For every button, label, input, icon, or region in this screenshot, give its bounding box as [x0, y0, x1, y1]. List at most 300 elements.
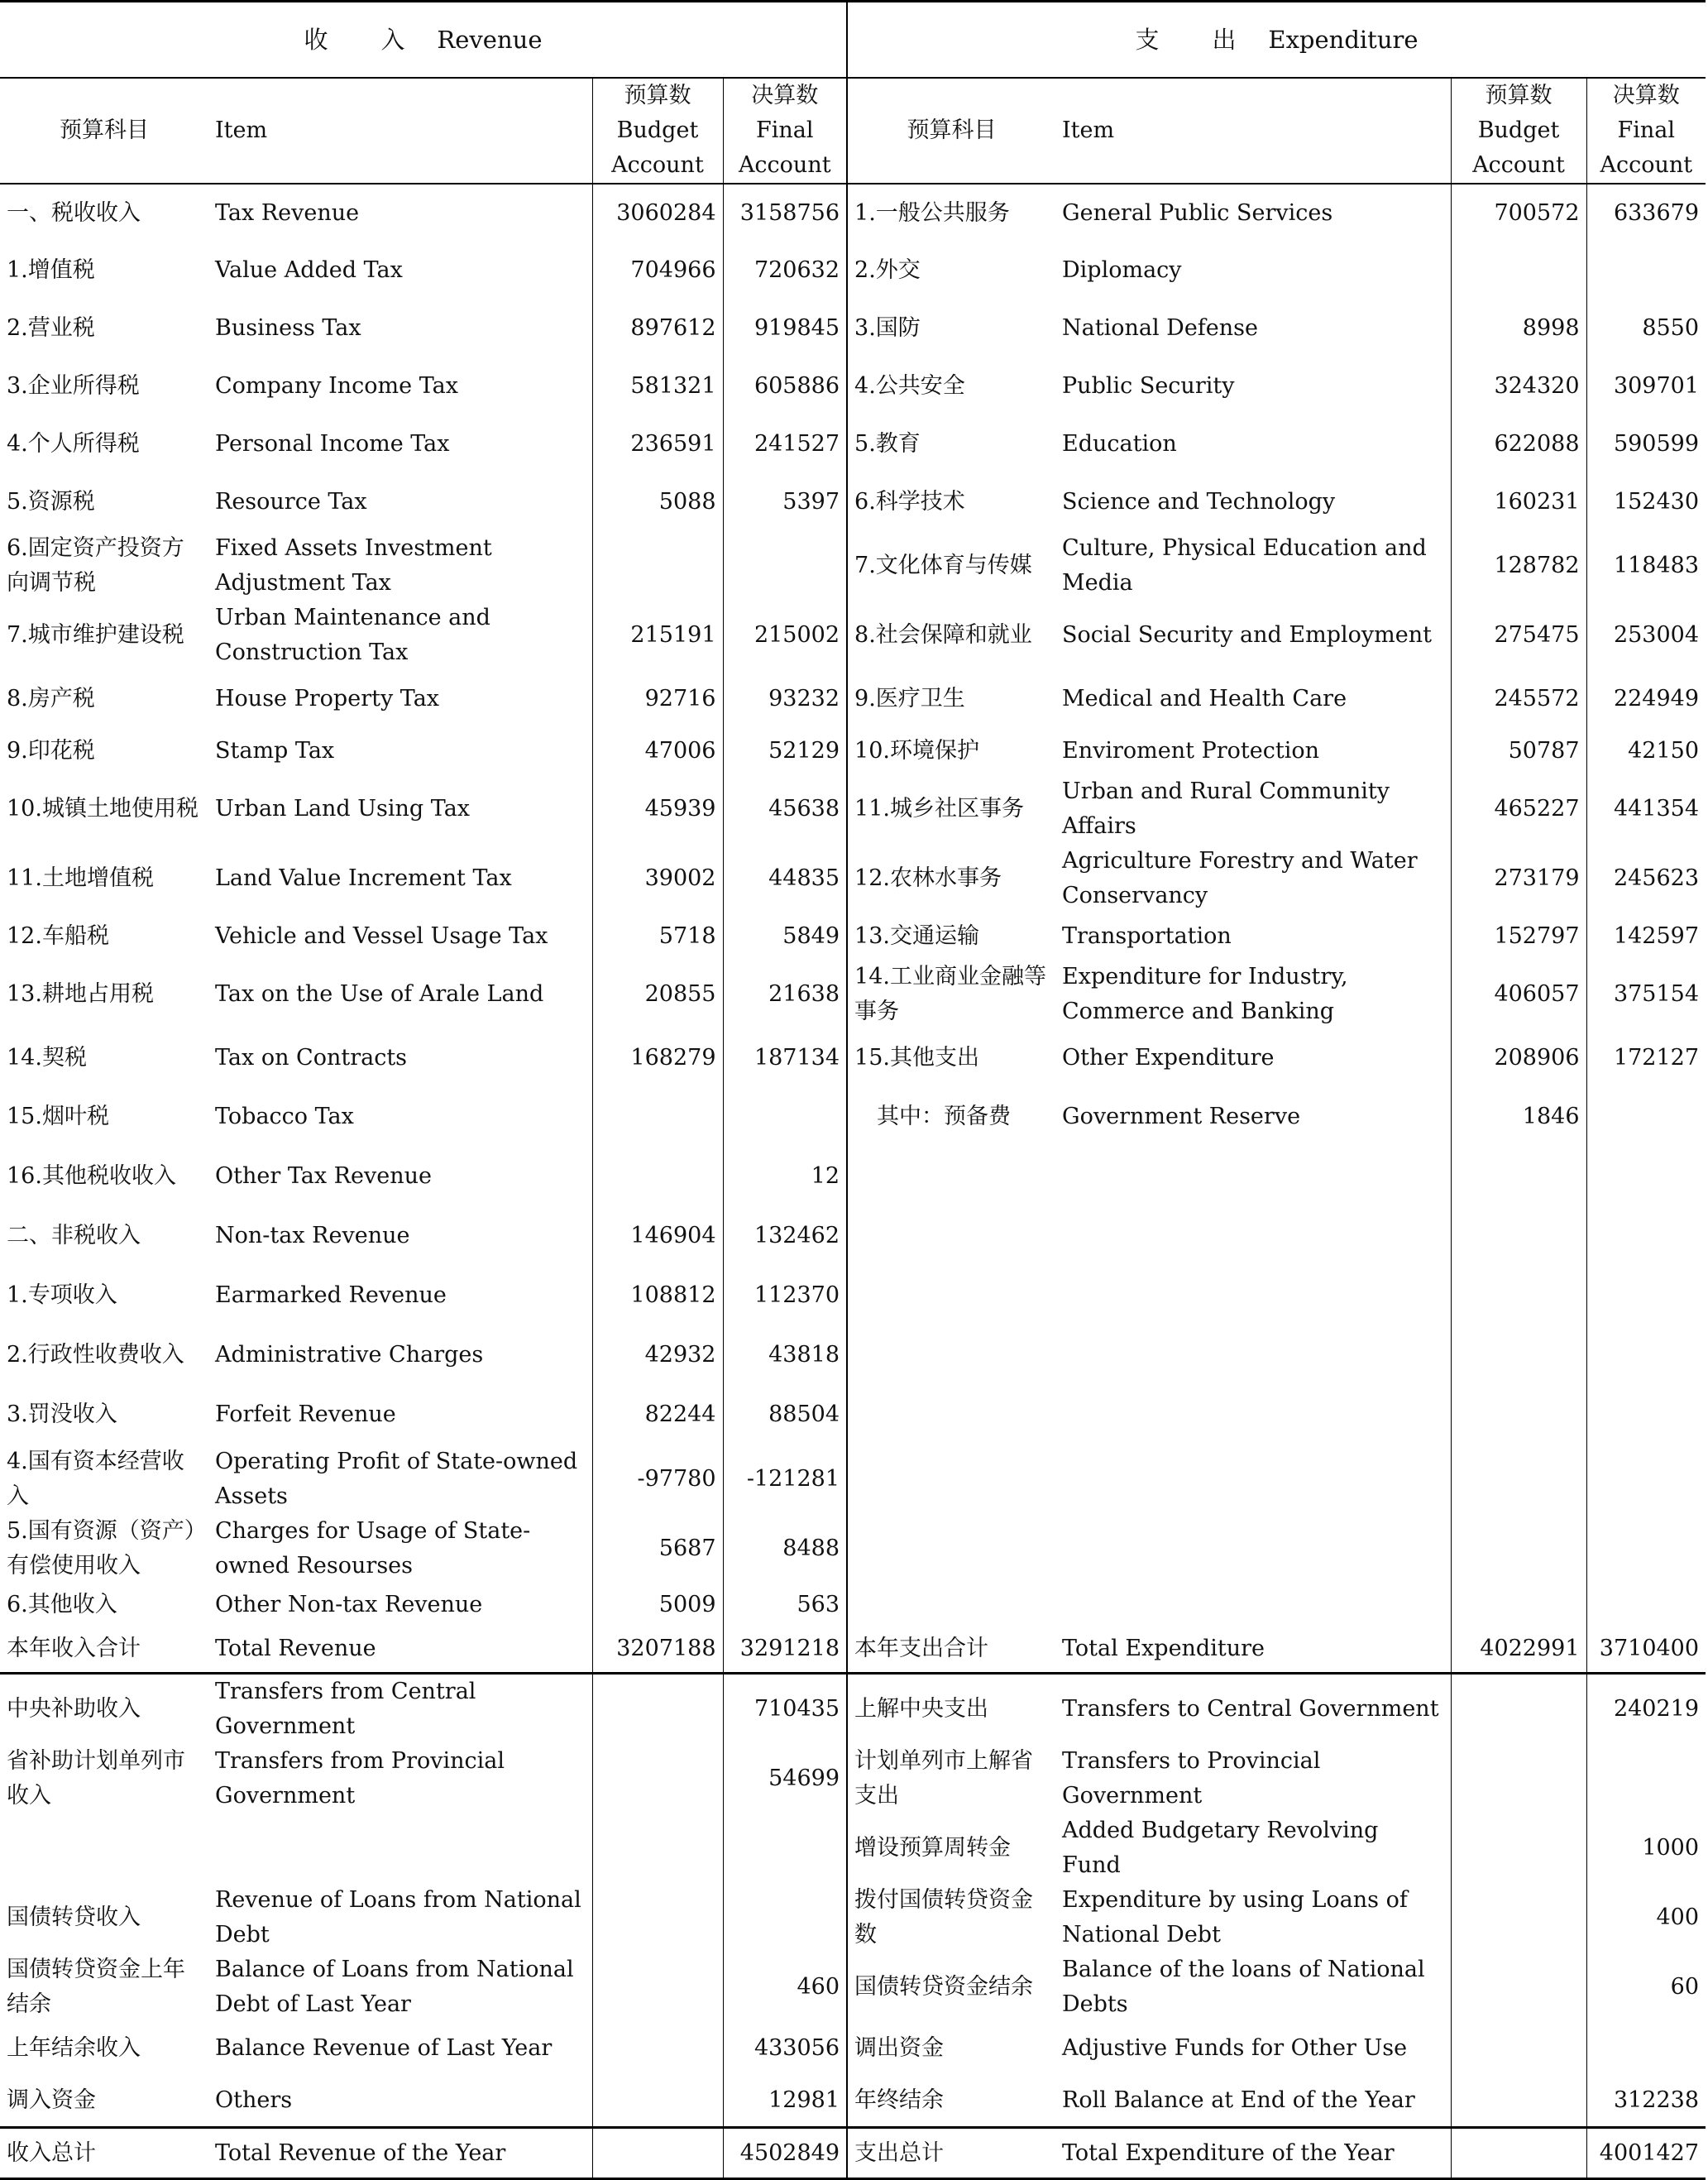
revenue-item-cn: 2.营业税 [7, 315, 95, 341]
expenditure-budget: 152797 [1451, 913, 1586, 960]
expenditure-item-cn: 11.城乡社区事务 [847, 774, 1055, 844]
expenditure-item-en: Expenditure by using Loans of National Debt [1062, 1886, 1408, 1948]
revenue-item-cn: 10.城镇土地使用税 [7, 796, 199, 822]
table-row [0, 415, 1706, 473]
revenue-item-cn: 3.罚没收入 [7, 1401, 117, 1427]
expenditure-item-en: Expenditure for Industry, Commerce and Banking [1062, 964, 1348, 1024]
expenditure-budget [1451, 1813, 1586, 1883]
revenue-item-cn: 13.耕地占用税 [7, 981, 154, 1007]
total-year-rows [0, 1627, 1706, 1673]
revenue-item-cn: 调入资金 [7, 2087, 96, 2113]
expenditure-budget [1451, 1583, 1586, 1627]
revenue-budget [592, 1883, 723, 1952]
expenditure-budget: 50787 [1451, 728, 1586, 774]
col-header-budget-l2: Budget [616, 117, 699, 143]
revenue-item-en: Company Income Tax [215, 373, 458, 399]
revenue-item-en: Resource Tax [215, 489, 367, 515]
revenue-budget: 897612 [592, 299, 723, 357]
expenditure-item-cn: 年终结余 [847, 2075, 1055, 2128]
revenue-budget: 92716 [592, 670, 723, 728]
revenue-item-cn: 省补助计划单列市收入 [7, 1747, 185, 1809]
revenue-budget: 82244 [592, 1385, 723, 1445]
revenue-item-en: Stamp Tax [215, 738, 335, 764]
expenditure-budget [1451, 1206, 1586, 1266]
expenditure-budget [1451, 1952, 1586, 2022]
revenue-item-en: Non-tax Revenue [215, 1223, 410, 1248]
expenditure-final: 309701 [1586, 357, 1706, 415]
expenditure-item-en: National Defense [1062, 315, 1259, 341]
table-row [0, 1445, 1706, 1514]
col-header-final-l1: 决算数 [751, 83, 819, 108]
revenue-budget [592, 531, 723, 601]
revenue-budget [592, 1147, 723, 1206]
expenditure-item-cn: 12.农林水事务 [847, 844, 1055, 913]
expenditure-item-cn: 9.医疗卫生 [847, 670, 1055, 728]
revenue-item-en [208, 1813, 592, 1883]
revenue-budget: 146904 [592, 1206, 723, 1266]
table-row [0, 1206, 1706, 1266]
revenue-budget: 20855 [592, 960, 723, 1029]
total-year-row [0, 1627, 1706, 1673]
expenditure-budget [1451, 2022, 1586, 2075]
expenditure-budget: 8998 [1451, 299, 1586, 357]
revenue-budget [592, 1744, 723, 1813]
expenditure-final: 152430 [1586, 473, 1706, 531]
expenditure-item-cn: 上解中央支出 [847, 1673, 1055, 1744]
revenue-budget: 168279 [592, 1029, 723, 1087]
revenue-final: 43818 [723, 1325, 847, 1385]
revenue-budget: 39002 [592, 844, 723, 913]
revenue-budget: 3207188 [592, 1627, 723, 1673]
revenue-item-cn: 6.其他收入 [7, 1592, 117, 1617]
col-header-budget-l1: 预算数 [624, 83, 691, 108]
expenditure-final: 590599 [1586, 415, 1706, 473]
expenditure-budget: 128782 [1451, 531, 1586, 601]
revenue-item-cn: 15.烟叶税 [7, 1104, 109, 1129]
expenditure-item-en [1055, 1514, 1451, 1583]
revenue-item-en: Earmarked Revenue [215, 1282, 447, 1308]
revenue-item-en: Revenue of Loans from National Debt [215, 1886, 581, 1948]
transfer-row [0, 1744, 1706, 1813]
revenue-final: 132462 [723, 1206, 847, 1266]
expenditure-item-en: Medical and Health Care [1062, 686, 1347, 711]
expenditure-budget [1451, 1883, 1586, 1952]
col-header-budget-exp-l1: 预算数 [1485, 83, 1553, 108]
expenditure-final: 245623 [1586, 844, 1706, 913]
revenue-item-en: Urban Maintenance and Construction Tax [215, 605, 490, 665]
revenue-budget: 5009 [592, 1583, 723, 1627]
expenditure-final [1586, 1325, 1706, 1385]
col-header-en-item: Item [208, 78, 592, 184]
revenue-item-en: Total Revenue of the Year [208, 2128, 592, 2179]
revenue-budget: 47006 [592, 728, 723, 774]
expenditure-item-en: Social Security and Employment [1062, 622, 1432, 648]
expenditure-final: 4001427 [1586, 2128, 1706, 2179]
revenue-budget [592, 1813, 723, 1883]
table-row [0, 1147, 1706, 1206]
revenue-final [723, 1883, 847, 1952]
expenditure-item-en: Adjustive Funds for Other Use [1062, 2034, 1408, 2061]
expenditure-item-cn: 15.其他支出 [847, 1029, 1055, 1087]
expenditure-budget [1451, 1147, 1586, 1206]
col-header-budget-exp [1451, 78, 1586, 184]
expenditure-final: 312238 [1586, 2075, 1706, 2128]
expenditure-final: 253004 [1586, 601, 1706, 670]
revenue-item-en: Value Added Tax [215, 257, 403, 283]
revenue-budget: 3060284 [592, 184, 723, 242]
revenue-item-en: Tax Revenue [215, 199, 360, 226]
table-row [0, 184, 1706, 242]
expenditure-item-en [1055, 1385, 1451, 1445]
revenue-item-cn: 3.企业所得税 [7, 373, 140, 399]
revenue-header [0, 2, 847, 79]
expenditure-item-cn: 3.国防 [847, 299, 1055, 357]
expenditure-item-en: Enviroment Protection [1062, 738, 1319, 764]
revenue-final: 460 [723, 1952, 847, 2022]
expenditure-final [1586, 1206, 1706, 1266]
expenditure-item-en: Transfers to Central Government [1062, 1695, 1439, 1722]
revenue-item-en: Total Revenue [208, 1627, 592, 1673]
expenditure-item-en [1055, 1147, 1451, 1206]
expenditure-item-cn: 国债转贷资金结余 [847, 1952, 1055, 2022]
expenditure-budget [1451, 2128, 1586, 2179]
revenue-final: 5397 [723, 473, 847, 531]
revenue-item-en: Tobacco Tax [215, 1104, 354, 1129]
revenue-final: 433056 [723, 2022, 847, 2075]
expenditure-item-cn [847, 1206, 1055, 1266]
expenditure-item-en: Government Reserve [1062, 1104, 1301, 1129]
table-row [0, 1514, 1706, 1583]
table-row [0, 728, 1706, 774]
revenue-item-cn: 7.城市维护建设税 [7, 622, 184, 648]
revenue-item-en: Tax on the Use of Arale Land [215, 981, 544, 1007]
revenue-final: 12981 [723, 2075, 847, 2128]
revenue-item-en: Others [215, 2087, 293, 2113]
revenue-budget [592, 2075, 723, 2128]
table-row [0, 299, 1706, 357]
expenditure-item-en: Balance of the loans of National Debts [1062, 1956, 1425, 2017]
revenue-budget: 5718 [592, 913, 723, 960]
revenue-header-cn: 收 入 [304, 26, 407, 54]
col-header-budget [592, 78, 723, 184]
expenditure-item-en [1055, 1266, 1451, 1325]
revenue-final: 5849 [723, 913, 847, 960]
col-header-final-exp-l2: Final [1617, 117, 1676, 143]
table-row [0, 1385, 1706, 1445]
expenditure-item-en: Roll Balance at End of the Year [1062, 2087, 1415, 2113]
col-header-budget-exp-l2: Budget [1477, 117, 1560, 143]
expenditure-item-en: Total Expenditure of the Year [1055, 2128, 1451, 2179]
revenue-final: 605886 [723, 357, 847, 415]
expenditure-budget: 406057 [1451, 960, 1586, 1029]
expenditure-final: 1000 [1586, 1813, 1706, 1883]
expenditure-final [1586, 1147, 1706, 1206]
revenue-item-cn: 中央补助收入 [7, 1695, 141, 1722]
expenditure-item-en [1055, 1445, 1451, 1514]
expenditure-item-cn [847, 1583, 1055, 1627]
revenue-item-en: Charges for Usage of State-owned Resourses [215, 1518, 531, 1579]
revenue-item-cn: 4.国有资本经营收入 [7, 1449, 184, 1509]
expenditure-item-cn: 调出资金 [847, 2022, 1055, 2075]
revenue-item-cn: 1.专项收入 [7, 1282, 117, 1308]
expenditure-final: 118483 [1586, 531, 1706, 601]
expenditure-final: 172127 [1586, 1029, 1706, 1087]
revenue-budget [592, 1952, 723, 2022]
expenditure-item-cn: 10.环境保护 [847, 728, 1055, 774]
expenditure-final [1586, 242, 1706, 299]
expenditure-final: 8550 [1586, 299, 1706, 357]
revenue-final: 710435 [723, 1673, 847, 1744]
expenditure-item-cn: 4.公共安全 [847, 357, 1055, 415]
expenditure-final [1586, 1583, 1706, 1627]
expenditure-final [1586, 1385, 1706, 1445]
transfer-row [0, 1883, 1706, 1952]
table-row [0, 473, 1706, 531]
revenue-item-en: Personal Income Tax [215, 431, 450, 457]
table-row [0, 1087, 1706, 1147]
revenue-item-cn: 2.行政性收费收入 [7, 1342, 184, 1368]
revenue-item-cn: 9.印花税 [7, 738, 95, 764]
expenditure-budget: 324320 [1451, 357, 1586, 415]
revenue-final: 88504 [723, 1385, 847, 1445]
expenditure-item-cn [847, 1266, 1055, 1325]
expenditure-final [1586, 1087, 1706, 1147]
table-row [0, 357, 1706, 415]
expenditure-item-en [1055, 1583, 1451, 1627]
revenue-final: 93232 [723, 670, 847, 728]
revenue-final: 112370 [723, 1266, 847, 1325]
expenditure-item-en: Transportation [1062, 923, 1232, 949]
expenditure-final: 60 [1586, 1952, 1706, 2022]
expenditure-item-cn [847, 1325, 1055, 1385]
transfer-row [0, 2075, 1706, 2128]
revenue-item-cn: 5.国有资源（资产）有偿使用收入 [7, 1518, 196, 1579]
expenditure-item-cn: 8.社会保障和就业 [847, 601, 1055, 670]
transfer-row [0, 2022, 1706, 2075]
revenue-item-en: House Property Tax [215, 686, 440, 711]
col-header-cn-item-exp: 预算科目 [847, 78, 1055, 184]
expenditure-final: 3710400 [1586, 1627, 1706, 1673]
revenue-final [723, 1813, 847, 1883]
transfer-rows [0, 1673, 1706, 2128]
expenditure-item-en: Transfers to Provincial Government [1062, 1747, 1321, 1809]
table-row [0, 242, 1706, 299]
revenue-budget: 704966 [592, 242, 723, 299]
expenditure-item-cn: 计划单列市上解省支出 [847, 1744, 1055, 1813]
revenue-budget: 108812 [592, 1266, 723, 1325]
revenue-item-en: Land Value Increment Tax [215, 865, 512, 891]
transfer-row [0, 1673, 1706, 1744]
col-header-budget-l3: Account [611, 152, 704, 178]
revenue-budget [592, 2022, 723, 2075]
col-header-final-exp-l3: Account [1600, 152, 1693, 178]
table-row [0, 960, 1706, 1029]
expenditure-item-cn: 7.文化体育与传媒 [847, 531, 1055, 601]
expenditure-final [1586, 1514, 1706, 1583]
table-row [0, 774, 1706, 844]
revenue-item-cn: 一、税收收入 [7, 199, 141, 226]
expenditure-item-cn: 6.科学技术 [847, 473, 1055, 531]
col-header-final-exp-l1: 决算数 [1612, 83, 1680, 108]
revenue-item-en: Administrative Charges [215, 1342, 484, 1368]
revenue-item-cn: 4.个人所得税 [7, 431, 140, 457]
expenditure-final [1586, 2022, 1706, 2075]
revenue-item-en: Vehicle and Vessel Usage Tax [215, 923, 548, 949]
expenditure-budget: 700572 [1451, 184, 1586, 242]
revenue-item-en: Balance of Loans from National Debt of Last Year [215, 1956, 574, 2017]
expenditure-item-en: Urban and Rural Community Affairs [1062, 779, 1390, 839]
transfer-row [0, 1813, 1706, 1883]
revenue-budget [592, 1673, 723, 1744]
expenditure-budget: 4022991 [1451, 1627, 1586, 1673]
revenue-item-cn: 12.车船税 [7, 923, 109, 949]
expenditure-item-en: Public Security [1062, 373, 1235, 399]
expenditure-final: 400 [1586, 1883, 1706, 1952]
expenditure-budget [1451, 1325, 1586, 1385]
revenue-item-cn: 11.土地增值税 [7, 865, 154, 891]
revenue-item-cn: 二、非税收入 [7, 1223, 141, 1248]
expenditure-item-cn [847, 1147, 1055, 1206]
col-header-final-exp [1586, 78, 1706, 184]
col-header-en-item-exp: Item [1055, 78, 1451, 184]
revenue-final: 215002 [723, 601, 847, 670]
revenue-item-en: Fixed Assets Investment Adjustment Tax [215, 535, 492, 596]
expenditure-budget [1451, 1744, 1586, 1813]
table-row [0, 1266, 1706, 1325]
revenue-item-cn: 6.固定资产投资方向调节税 [7, 535, 184, 596]
expenditure-item-en: Added Budgetary Revolving Fund [1062, 1817, 1379, 1878]
revenue-item-en: Transfers from Central Government [215, 1678, 476, 1739]
table-row [0, 1583, 1706, 1627]
expenditure-budget [1451, 1673, 1586, 1744]
expenditure-item-en: Science and Technology [1062, 489, 1336, 515]
expenditure-budget: 622088 [1451, 415, 1586, 473]
expenditure-item-cn: 13.交通运输 [847, 913, 1055, 960]
table-row [0, 601, 1706, 670]
expenditure-item-en: Other Expenditure [1062, 1045, 1275, 1071]
revenue-item-en: Other Tax Revenue [215, 1163, 432, 1189]
revenue-header-en: Revenue [437, 26, 543, 54]
revenue-item-cn: 上年结余收入 [7, 2034, 141, 2061]
expenditure-budget: 465227 [1451, 774, 1586, 844]
expenditure-budget: 275475 [1451, 601, 1586, 670]
expenditure-budget [1451, 1385, 1586, 1445]
revenue-budget: 581321 [592, 357, 723, 415]
revenue-item-en: Tax on Contracts [215, 1045, 408, 1071]
revenue-item-en: Operating Profit of State-owned Assets [215, 1449, 578, 1509]
revenue-final: 3158756 [723, 184, 847, 242]
revenue-item-en: Transfers from Provincial Government [215, 1747, 505, 1809]
main-rows [0, 184, 1706, 1627]
expenditure-final: 240219 [1586, 1673, 1706, 1744]
revenue-budget: 5687 [592, 1514, 723, 1583]
revenue-final: 3291218 [723, 1627, 847, 1673]
revenue-final: 563 [723, 1583, 847, 1627]
revenue-item-en: Balance Revenue of Last Year [215, 2034, 553, 2061]
expenditure-item-en [1055, 1325, 1451, 1385]
expenditure-item-en: Culture, Physical Education and Media [1062, 535, 1427, 596]
revenue-final: 52129 [723, 728, 847, 774]
revenue-budget: 236591 [592, 415, 723, 473]
expenditure-item-en: Agriculture Forestry and Water Conservancy [1062, 848, 1418, 908]
revenue-final: 12 [723, 1147, 847, 1206]
expenditure-item-cn [847, 1514, 1055, 1583]
expenditure-budget: 208906 [1451, 1029, 1586, 1087]
transfer-row [0, 1952, 1706, 2022]
expenditure-item-cn: 2.外交 [847, 242, 1055, 299]
col-header-budget-exp-l3: Account [1472, 152, 1565, 178]
expenditure-final [1586, 1266, 1706, 1325]
revenue-item-en: Urban Land Using Tax [215, 796, 471, 822]
revenue-budget: 45939 [592, 774, 723, 844]
revenue-final: 720632 [723, 242, 847, 299]
revenue-final [723, 1087, 847, 1147]
revenue-final: 241527 [723, 415, 847, 473]
expenditure-item-cn: 14.工业商业金融等事务 [847, 960, 1055, 1029]
revenue-final: 4502849 [723, 2128, 847, 2179]
expenditure-item-cn: 拨付国债转贷资金数 [847, 1883, 1055, 1952]
revenue-final [723, 531, 847, 601]
expenditure-budget [1451, 1266, 1586, 1325]
revenue-item-cn: 8.房产税 [7, 686, 95, 711]
revenue-item-cn: 5.资源税 [7, 489, 95, 515]
expenditure-budget [1451, 1514, 1586, 1583]
revenue-final: 919845 [723, 299, 847, 357]
expenditure-final [1586, 1445, 1706, 1514]
expenditure-final: 42150 [1586, 728, 1706, 774]
col-header-final-l2: Final [756, 117, 814, 143]
expenditure-budget: 273179 [1451, 844, 1586, 913]
expenditure-item-cn [847, 1385, 1055, 1445]
col-header-final-l3: Account [738, 152, 831, 178]
expenditure-item-cn [847, 1445, 1055, 1514]
expenditure-item-cn: 1.一般公共服务 [847, 184, 1055, 242]
revenue-item-en: Forfeit Revenue [215, 1401, 396, 1427]
grand-total-row [0, 2128, 1706, 2179]
revenue-budget: 215191 [592, 601, 723, 670]
expenditure-budget [1451, 242, 1586, 299]
revenue-item-cn: 1.增值税 [7, 257, 95, 283]
expenditure-item-en: Diplomacy [1062, 257, 1182, 283]
expenditure-item-en: Total Expenditure [1055, 1627, 1451, 1673]
expenditure-final: 633679 [1586, 184, 1706, 242]
expenditure-item-cn: 增设预算周转金 [847, 1813, 1055, 1883]
expenditure-header-en: Expenditure [1268, 26, 1419, 54]
revenue-item-en: Business Tax [215, 315, 361, 341]
revenue-final: -121281 [723, 1445, 847, 1514]
revenue-final: 45638 [723, 774, 847, 844]
table-row [0, 670, 1706, 728]
revenue-item-cn: 国债转贷收入 [7, 1904, 141, 1930]
revenue-item-cn: 14.契税 [7, 1045, 87, 1071]
revenue-item-cn: 本年收入合计 [0, 1627, 208, 1673]
expenditure-header [847, 2, 1706, 79]
revenue-final: 8488 [723, 1514, 847, 1583]
expenditure-final: 441354 [1586, 774, 1706, 844]
revenue-final: 21638 [723, 960, 847, 1029]
revenue-item-cn: 国债转贷资金上年结余 [7, 1956, 185, 2017]
table-row [0, 844, 1706, 913]
expenditure-item-cn: 5.教育 [847, 415, 1055, 473]
expenditure-item-cn: 支出总计 [847, 2128, 1055, 2179]
revenue-budget: 42932 [592, 1325, 723, 1385]
expenditure-final [1586, 1744, 1706, 1813]
col-header-final [723, 78, 847, 184]
revenue-final: 187134 [723, 1029, 847, 1087]
expenditure-item-cn: 本年支出合计 [847, 1627, 1055, 1673]
revenue-item-cn: 16.其他税收收入 [7, 1163, 176, 1189]
revenue-budget: -97780 [592, 1445, 723, 1514]
